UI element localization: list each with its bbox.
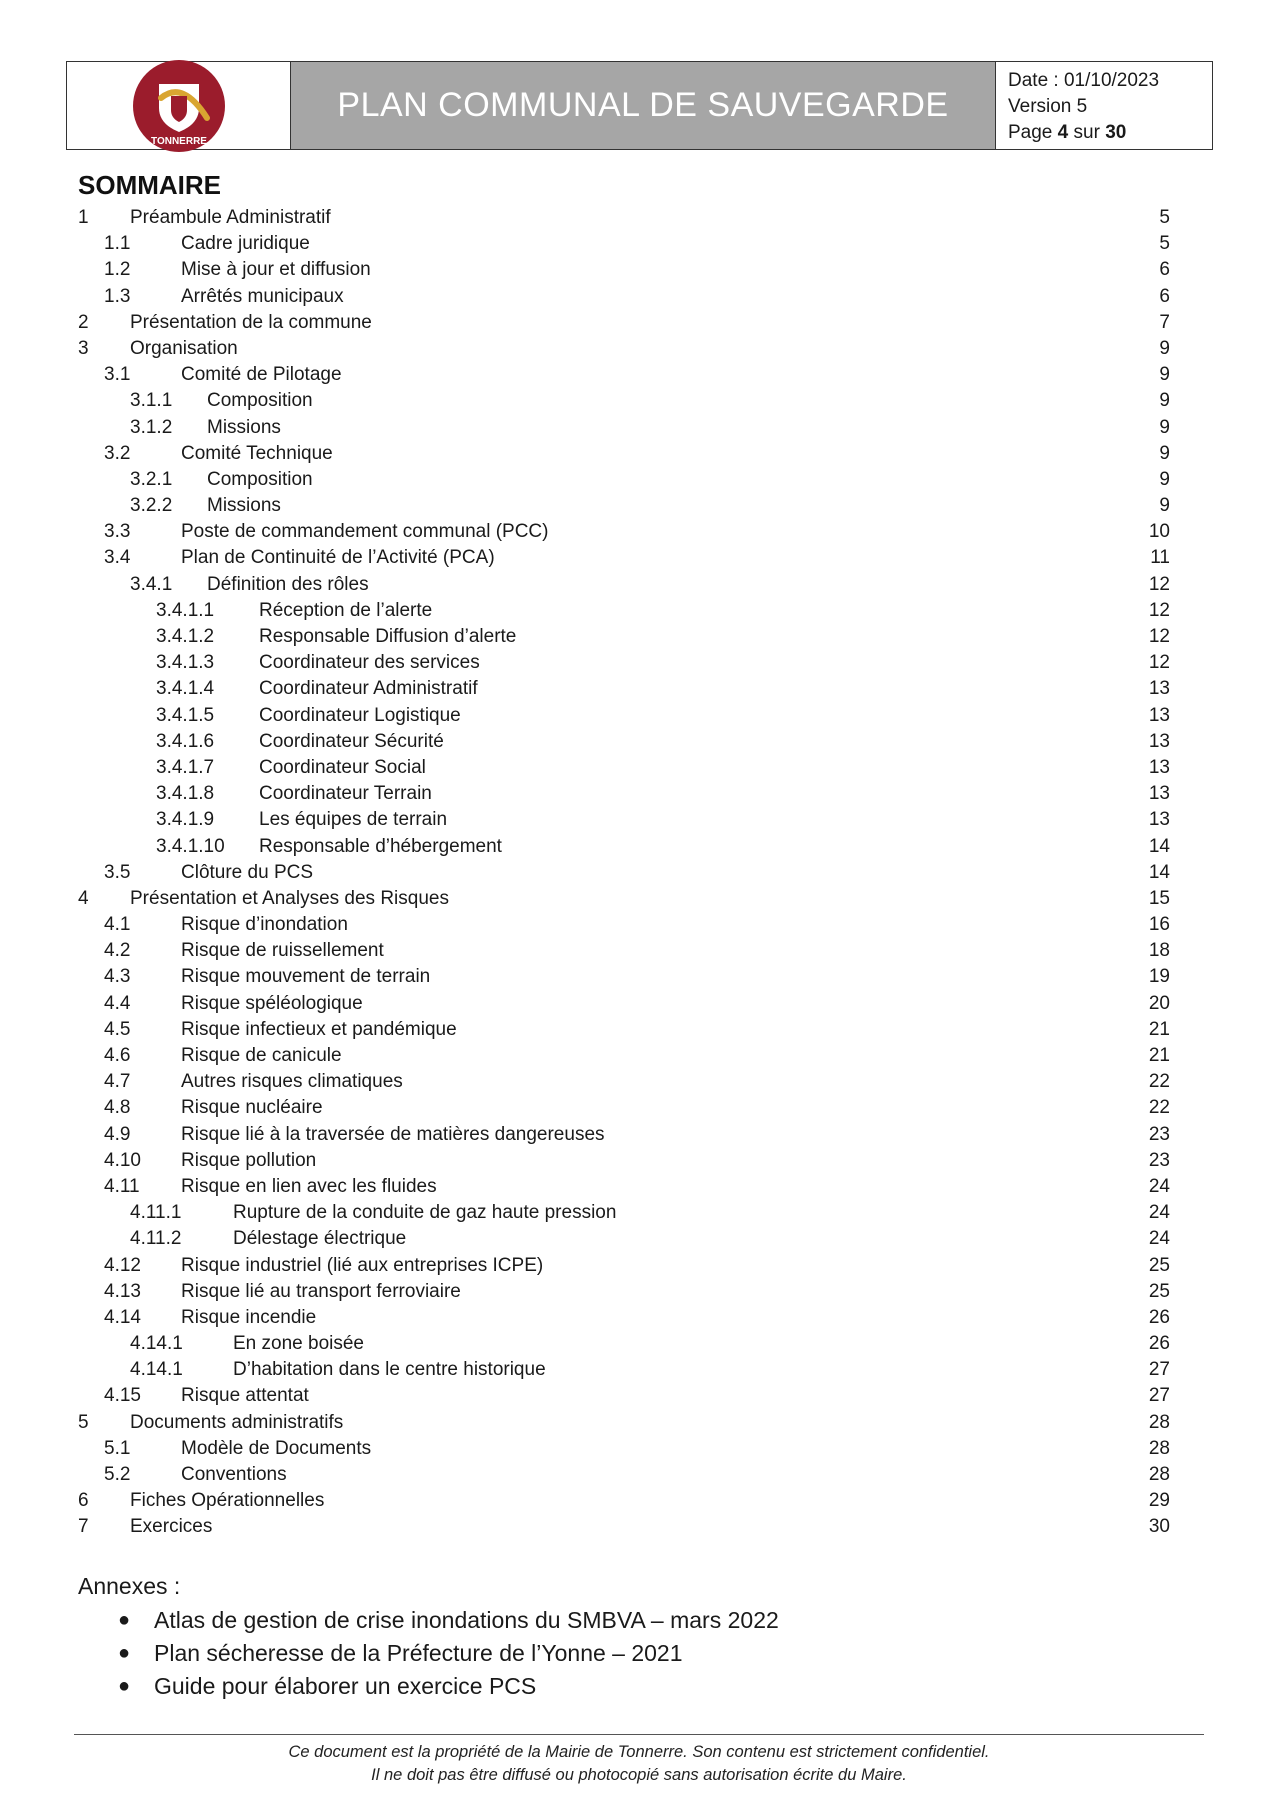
toc-entry[interactable] [78, 1357, 1170, 1383]
toc-entry-label: Risque incendie [181, 1306, 317, 1328]
toc-entry-page: 14 [1148, 861, 1170, 883]
toc-entry-label: Délestage électrique [233, 1228, 407, 1250]
toc-entry-label: Mise à jour et diffusion [181, 259, 371, 281]
page-prefix: Page [1008, 122, 1058, 143]
toc-entry[interactable] [78, 1514, 1170, 1540]
toc-entry-label: Présentation et Analyses des Risques [130, 887, 449, 909]
toc-entry-page: 13 [1148, 704, 1170, 726]
toc-entry-page: 13 [1148, 678, 1170, 700]
toc-entry[interactable] [78, 284, 1170, 310]
toc-entry-label: Fiches Opérationnelles [130, 1490, 325, 1512]
toc-entry[interactable] [78, 231, 1170, 257]
toc-entry-num: 5.2 [104, 1464, 131, 1485]
toc-entry[interactable] [78, 991, 1170, 1017]
toc-entry-label: Clôture du PCS [181, 861, 314, 883]
annex-item [118, 1637, 779, 1670]
toc-entry-num: 3.4.1.4 [156, 678, 215, 700]
toc-entry-label: Risque lié à la traversée de matières dangereuses [181, 1123, 605, 1145]
toc-entry-label: Modèle de Documents [181, 1437, 372, 1459]
toc-entry-page: 13 [1148, 809, 1170, 831]
toc-entry-page: 10 [1148, 521, 1170, 543]
toc-entry[interactable] [78, 362, 1170, 388]
toc-entry[interactable] [78, 1148, 1170, 1174]
toc-entry-label: Comité de Pilotage [181, 364, 342, 386]
toc-entry[interactable] [78, 860, 1170, 886]
toc-entry-label: Risque de ruissellement [181, 940, 384, 962]
toc-entry-label: Conventions [181, 1464, 287, 1485]
toc-entry-page: 26 [1148, 1333, 1170, 1355]
toc-entry[interactable] [78, 415, 1170, 441]
footer [74, 1741, 1204, 1787]
toc-entry-num: 4.14.1 [130, 1333, 183, 1355]
toc-entry-num: 3.2 [104, 442, 131, 464]
toc-entry-page: 14 [1148, 835, 1170, 857]
toc-entry-label: Coordinateur Terrain [259, 783, 432, 805]
toc-entry-label: Composition [207, 390, 313, 412]
toc-entry-page: 9 [1159, 468, 1170, 490]
toc-entry-num: 1.2 [104, 259, 131, 281]
toc-entry-num: 3.4.1.3 [156, 652, 215, 674]
toc-entry-page: 12 [1148, 626, 1170, 647]
toc-entry[interactable] [78, 912, 1170, 938]
toc-entry-page: 29 [1148, 1490, 1170, 1512]
toc-entry-page: 9 [1159, 337, 1170, 359]
toc-entry-label: Risque pollution [181, 1149, 317, 1171]
toc-entry[interactable] [78, 886, 1170, 912]
toc-entry-num: 4.1 [104, 914, 131, 936]
toc-entry-num: 4.15 [104, 1385, 141, 1407]
toc-entry-num: 3.4.1.10 [156, 835, 225, 857]
toc-entry-page: 23 [1148, 1123, 1170, 1145]
toc-entry-label: Risque attentat [181, 1385, 309, 1407]
toc-entry-page: 5 [1159, 233, 1170, 255]
toc-entry-label: Missions [207, 416, 281, 438]
toc-entry-label: D’habitation dans le centre historique [233, 1359, 546, 1381]
toc-entry-label: Risque d’inondation [181, 914, 348, 936]
toc-entry[interactable] [78, 624, 1170, 650]
annex-item-label: Plan sécheresse de la Préfecture de l’Yonne – 2021 [154, 1640, 683, 1666]
toc-entry-page: 9 [1159, 390, 1170, 412]
toc-entry-label: Risque industriel (lié aux entreprises ICPE) [181, 1254, 544, 1276]
page-header [66, 61, 1213, 150]
toc-entry-page: 12 [1148, 652, 1170, 674]
toc-entry[interactable] [78, 1462, 1170, 1488]
toc-entry[interactable] [78, 493, 1170, 519]
toc-entry-label: Coordinateur Administratif [259, 678, 478, 700]
toc-entry-label: Responsable Diffusion d’alerte [259, 626, 517, 647]
toc-entry-num: 3.3 [104, 521, 131, 543]
toc-entry[interactable] [78, 1200, 1170, 1226]
toc-entry[interactable] [78, 1253, 1170, 1279]
footer-line-2: Il ne doit pas être diffusé ou photocopié sans autorisation écrite du Maire. [371, 1766, 907, 1784]
toc-entry-num: 4.10 [104, 1149, 141, 1171]
page-total: 30 [1105, 122, 1127, 143]
toc-entry[interactable] [78, 755, 1170, 781]
toc-entry-page: 27 [1148, 1359, 1170, 1381]
toc-entry-page: 25 [1148, 1254, 1170, 1276]
document-meta [996, 62, 1212, 149]
toc-entry-num: 1.3 [104, 285, 131, 307]
toc-entry-num: 3.1 [104, 364, 131, 386]
toc-entry-label: Responsable d’hébergement [259, 835, 502, 857]
toc-entry[interactable] [78, 703, 1170, 729]
toc-entry[interactable] [78, 1305, 1170, 1331]
toc-entry-page: 26 [1148, 1306, 1170, 1328]
toc-entry-num: 3.4.1.5 [156, 704, 215, 726]
toc-entry-num: 4.12 [104, 1254, 141, 1276]
toc-entry-num: 2 [78, 311, 89, 333]
table-of-contents [78, 205, 1170, 1541]
toc-entry-num: 5.1 [104, 1437, 131, 1459]
toc-entry-page: 7 [1159, 311, 1170, 333]
toc-entry-num: 6 [78, 1490, 89, 1512]
toc-entry-num: 4.14.1 [130, 1359, 183, 1381]
toc-entry-num: 3 [78, 337, 89, 359]
toc-entry[interactable] [78, 1410, 1170, 1436]
page-mid: sur [1068, 122, 1106, 143]
toc-entry-label: Risque infectieux et pandémique [181, 1018, 457, 1040]
toc-entry-num: 3.4.1.9 [156, 809, 215, 831]
toc-entry-page: 22 [1148, 1071, 1170, 1093]
toc-entry[interactable] [78, 807, 1170, 833]
toc-entry-label: Coordinateur des services [259, 652, 480, 674]
toc-entry[interactable] [78, 1226, 1170, 1252]
toc-entry-page: 24 [1148, 1202, 1170, 1224]
toc-entry-page: 20 [1148, 992, 1170, 1014]
toc-entry[interactable] [78, 729, 1170, 755]
toc-entry-page: 15 [1148, 887, 1170, 909]
bullet-icon: ● [118, 1642, 131, 1664]
annexes-list [118, 1604, 779, 1703]
toc-entry-label: Coordinateur Social [259, 756, 426, 778]
annex-item [118, 1604, 779, 1637]
toc-entry-page: 28 [1148, 1437, 1170, 1459]
footer-line-1: Ce document est la propriété de la Mairie de Tonnerre. Son contenu est strictement confidentiel. [288, 1743, 990, 1761]
toc-entry[interactable] [78, 336, 1170, 362]
toc-entry-label: Plan de Continuité de l’Activité (PCA) [181, 547, 495, 569]
bullet-icon: ● [118, 1675, 131, 1697]
toc-entry-label: Exercices [130, 1516, 213, 1538]
toc-entry-page: 24 [1148, 1228, 1170, 1250]
document-version: Version 5 [1008, 96, 1088, 117]
toc-entry-page: 6 [1159, 259, 1170, 281]
toc-entry[interactable] [78, 1174, 1170, 1200]
toc-entry-label: Organisation [130, 337, 238, 359]
toc-entry[interactable] [78, 650, 1170, 676]
toc-entry-label: Risque lié au transport ferroviaire [181, 1280, 461, 1302]
toc-entry[interactable] [78, 310, 1170, 336]
document-date: Date : 01/10/2023 [1008, 70, 1160, 91]
page-current: 4 [1057, 122, 1069, 143]
toc-entry-num: 3.5 [104, 861, 131, 883]
toc-entry-num: 4.4 [104, 992, 131, 1014]
toc-entry-label: Risque mouvement de terrain [181, 966, 431, 988]
toc-entry-page: 22 [1148, 1097, 1170, 1119]
toc-entry-label: Risque nucléaire [181, 1097, 323, 1119]
toc-entry-num: 4.11.2 [130, 1228, 182, 1250]
toc-entry-page: 9 [1159, 495, 1170, 517]
toc-entry-page: 18 [1148, 940, 1170, 962]
toc-entry[interactable] [78, 1488, 1170, 1514]
footer-divider [74, 1734, 1204, 1735]
document-title: PLAN COMMUNAL DE SAUVEGARDE [291, 62, 996, 149]
toc-entry-label: Arrêtés municipaux [181, 285, 344, 307]
toc-entry[interactable] [78, 1331, 1170, 1357]
toc-entry-page: 11 [1150, 547, 1170, 569]
document-page [1008, 120, 1200, 146]
toc-entry-num: 3.2.2 [130, 495, 173, 517]
toc-entry-num: 1 [78, 207, 89, 228]
toc-entry-label: Coordinateur Logistique [259, 704, 461, 726]
toc-entry-label: Comité Technique [181, 442, 333, 464]
toc-entry[interactable] [78, 1122, 1170, 1148]
toc-entry-label: Autres risques climatiques [181, 1071, 403, 1093]
toc-entry-page: 23 [1148, 1149, 1170, 1171]
toc-entry-num: 4.14 [104, 1306, 141, 1328]
toc-entry[interactable] [78, 938, 1170, 964]
toc-entry[interactable] [78, 1043, 1170, 1069]
toc-entry-page: 6 [1159, 285, 1170, 307]
toc-entry-label: Réception de l’alerte [259, 599, 433, 621]
annex-item-label: Guide pour élaborer un exercice PCS [154, 1673, 537, 1699]
logo-text: TONNERRE [150, 135, 207, 147]
toc-entry-num: 3.2.1 [130, 468, 173, 490]
toc-entry-label: Risque de canicule [181, 1045, 342, 1066]
logo-cell [67, 62, 291, 149]
toc-entry-num: 4.11.1 [130, 1202, 182, 1224]
toc-entry[interactable] [78, 205, 1170, 231]
toc-entry-num: 3.4.1.6 [156, 730, 215, 752]
toc-entry-num: 3.4.1.1 [156, 599, 215, 621]
toc-entry-num: 4.7 [104, 1071, 131, 1093]
toc-entry-num: 7 [78, 1516, 89, 1538]
toc-entry-label: Documents administratifs [130, 1411, 344, 1433]
toc-entry[interactable] [78, 1279, 1170, 1305]
toc-entry-num: 4 [78, 887, 89, 909]
toc-entry[interactable] [78, 1436, 1170, 1462]
toc-entry-num: 4.13 [104, 1280, 141, 1302]
toc-entry-num: 3.4.1.7 [156, 756, 215, 778]
sommaire-title: SOMMAIRE [78, 170, 221, 200]
toc-entry[interactable] [78, 441, 1170, 467]
toc-entry[interactable] [78, 467, 1170, 493]
toc-entry[interactable] [78, 257, 1170, 283]
toc-entry-label: Risque spéléologique [181, 992, 363, 1014]
toc-entry-page: 13 [1148, 783, 1170, 805]
toc-entry-label: En zone boisée [233, 1333, 364, 1355]
toc-entry-page: 5 [1159, 207, 1170, 228]
toc-entry-label: Définition des rôles [207, 573, 369, 595]
toc-entry[interactable] [78, 598, 1170, 624]
toc-entry[interactable] [78, 519, 1170, 545]
toc-entry-num: 3.4 [104, 547, 131, 569]
toc-entry[interactable] [78, 388, 1170, 414]
toc-entry-page: 19 [1148, 966, 1170, 988]
toc-entry[interactable] [78, 1017, 1170, 1043]
toc-entry-label: Les équipes de terrain [259, 809, 448, 831]
toc-entry-label: Poste de commandement communal (PCC) [181, 521, 549, 543]
toc-entry-label: Présentation de la commune [130, 311, 372, 333]
toc-entry-page: 13 [1148, 730, 1170, 752]
toc-entry-num: 3.4.1.2 [156, 626, 215, 647]
toc-entry[interactable] [78, 676, 1170, 702]
toc-entry-page: 12 [1148, 573, 1170, 595]
toc-entry[interactable] [78, 545, 1170, 571]
toc-entry[interactable] [78, 1095, 1170, 1121]
toc-entry-num: 4.2 [104, 940, 131, 962]
toc-entry-label: Composition [207, 468, 313, 490]
toc-entry-num: 4.3 [104, 966, 131, 988]
toc-entry-num: 1.1 [104, 233, 131, 255]
toc-entry-label: Préambule Administratif [130, 207, 331, 228]
toc-entry-page: 28 [1148, 1464, 1170, 1485]
annex-item-label: Atlas de gestion de crise inondations du SMBVA – mars 2022 [154, 1607, 779, 1633]
toc-entry[interactable] [78, 781, 1170, 807]
toc-entry-page: 24 [1148, 1175, 1170, 1197]
toc-entry-page: 9 [1159, 364, 1170, 386]
toc-entry-page: 16 [1148, 914, 1170, 936]
toc-entry-num: 4.5 [104, 1018, 131, 1040]
toc-entry[interactable] [78, 1069, 1170, 1095]
toc-entry-page: 28 [1148, 1411, 1170, 1433]
toc-entry[interactable] [78, 572, 1170, 598]
tonnerre-logo [131, 58, 227, 154]
toc-entry-label: Coordinateur Sécurité [259, 730, 444, 752]
toc-entry-num: 3.1.1 [130, 390, 173, 412]
bullet-icon: ● [118, 1609, 131, 1631]
toc-entry-num: 4.11 [104, 1175, 140, 1197]
toc-entry-page: 30 [1148, 1516, 1170, 1538]
annex-item [118, 1670, 779, 1703]
toc-entry-num: 4.8 [104, 1097, 131, 1119]
toc-entry[interactable] [78, 834, 1170, 860]
toc-entry-page: 13 [1148, 756, 1170, 778]
toc-entry-num: 4.6 [104, 1045, 131, 1066]
toc-entry-page: 9 [1159, 416, 1170, 438]
toc-entry-num: 4.9 [104, 1123, 131, 1145]
toc-entry-page: 27 [1148, 1385, 1170, 1407]
toc-entry[interactable] [78, 1383, 1170, 1409]
toc-entry-label: Cadre juridique [181, 233, 310, 255]
toc-entry-num: 3.4.1 [130, 573, 173, 595]
toc-entry-page: 12 [1148, 599, 1170, 621]
toc-entry-label: Risque en lien avec les fluides [181, 1175, 437, 1197]
toc-entry-page: 9 [1159, 442, 1170, 464]
toc-entry-page: 25 [1148, 1280, 1170, 1302]
toc-entry-label: Rupture de la conduite de gaz haute pression [233, 1202, 617, 1224]
toc-entry-num: 3.4.1.8 [156, 783, 215, 805]
toc-entry-page: 21 [1148, 1018, 1170, 1040]
toc-entry-num: 3.1.2 [130, 416, 173, 438]
toc-entry-num: 5 [78, 1411, 89, 1433]
toc-entry-page: 21 [1148, 1045, 1170, 1066]
toc-entry[interactable] [78, 964, 1170, 990]
annexes-title: Annexes : [78, 1573, 181, 1599]
toc-entry-label: Missions [207, 495, 281, 517]
